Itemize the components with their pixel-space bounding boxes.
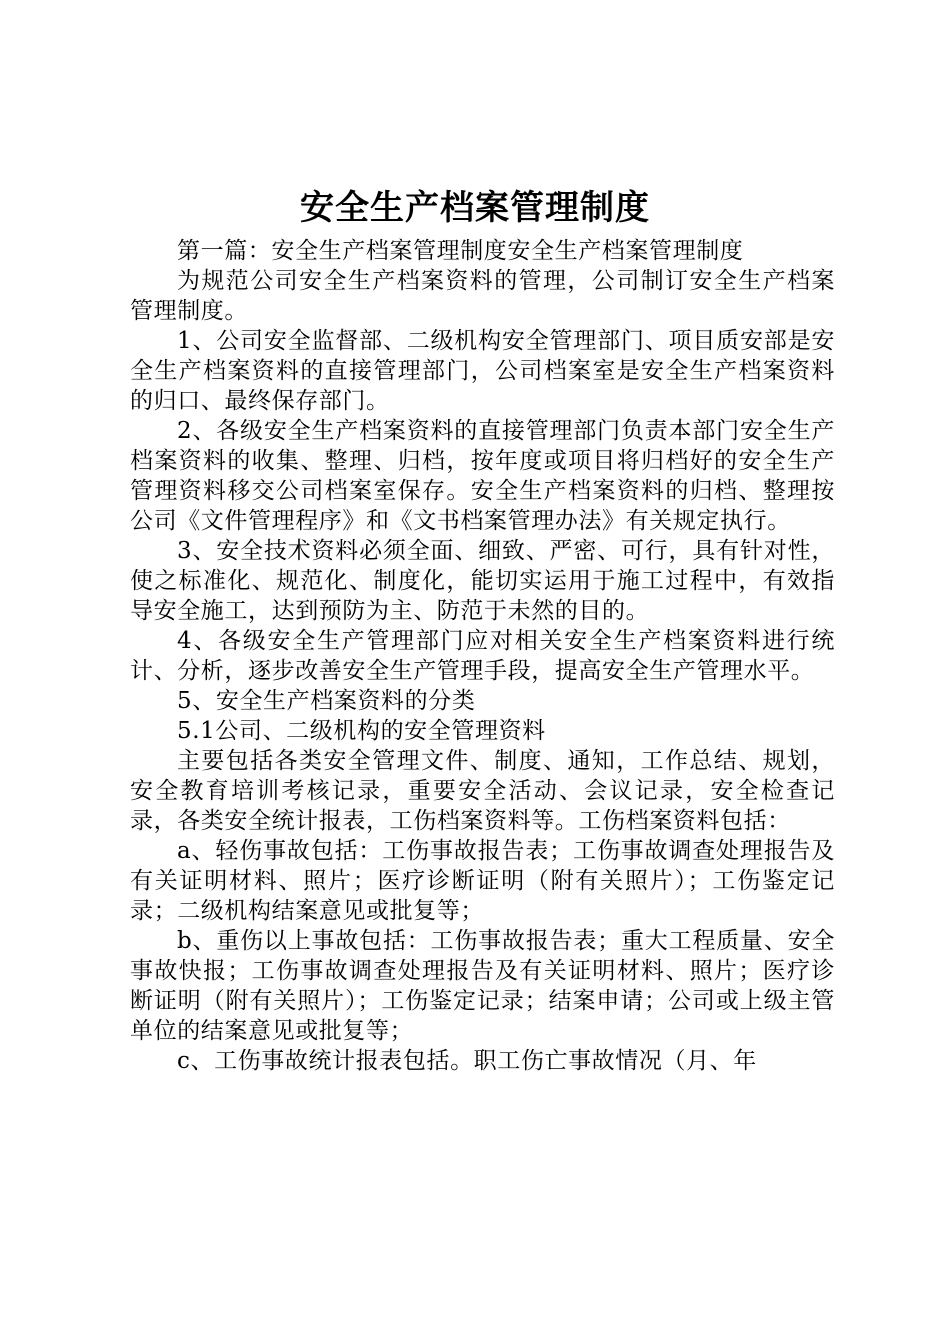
paragraph-item-b: b、重伤以上事故包括：工伤事故报告表；重大工程质量、安全事故快报；工伤事故调查处理报告及有关证明材料、照片；医疗诊断证明（附有关照片）；工伤鉴定记录；结案申请；公司或上级主管单位的结案意见或批复等； [130,928,835,1044]
paragraph-part-heading: 第一篇：安全生产档案管理制度安全生产档案管理制度 [177,238,744,264]
paragraph-item-5: 5、安全生产档案资料的分类 [177,688,476,714]
document-title: 安全生产档案管理制度 [300,188,650,228]
paragraph-item-2: 2、各级安全生产档案资料的直接管理部门负责本部门安全生产档案资料的收集、整理、归档，按年度或项目将归档好的安全生产管理资料移交公司档案室保存。安全生产档案资料的归档、整理按公司《文件管理程序》和《文书档案管理办法》有关规定执行。 [130,418,835,534]
paragraph-item-4: 4、各级安全生产管理部门应对相关安全生产档案资料进行统计、分析，逐步改善安全生产管理手段，提高安全生产管理水平。 [130,628,835,684]
paragraph-main-contents: 主要包括各类安全管理文件、制度、通知，工作总结、规划，安全教育培训考核记录，重要安全活动、会议记录，安全检查记录，各类安全统计报表，工伤档案资料等。工伤档案资料包括： [130,748,835,834]
paragraph-item-1: 1、公司安全监督部、二级机构安全管理部门、项目质安部是安全生产档案资料的直接管理部门，公司档案室是安全生产档案资料的归口、最终保存部门。 [130,328,835,414]
paragraph-item-3: 3、安全技术资料必须全面、细致、严密、可行，具有针对性，使之标准化、规范化、制度化，能切实运用于施工过程中，有效指导安全施工，达到预防为主、防范于未然的目的。 [130,538,835,624]
paragraph-item-a: a、轻伤事故包括：工伤事故报告表；工伤事故调查处理报告及有关证明材料、照片；医疗诊断证明（附有关照片）；工伤鉴定记录；二级机构结案意见或批复等； [130,838,835,924]
document-body [130,236,835,1076]
paragraph-intro: 为规范公司安全生产档案资料的管理，公司制订安全生产档案管理制度。 [130,268,835,324]
paragraph-item-5-1: 5.1公司、二级机构的安全管理资料 [177,718,546,744]
paragraph-item-c: c、工伤事故统计报表包括。职工伤亡事故情况（月、年 [177,1048,757,1074]
